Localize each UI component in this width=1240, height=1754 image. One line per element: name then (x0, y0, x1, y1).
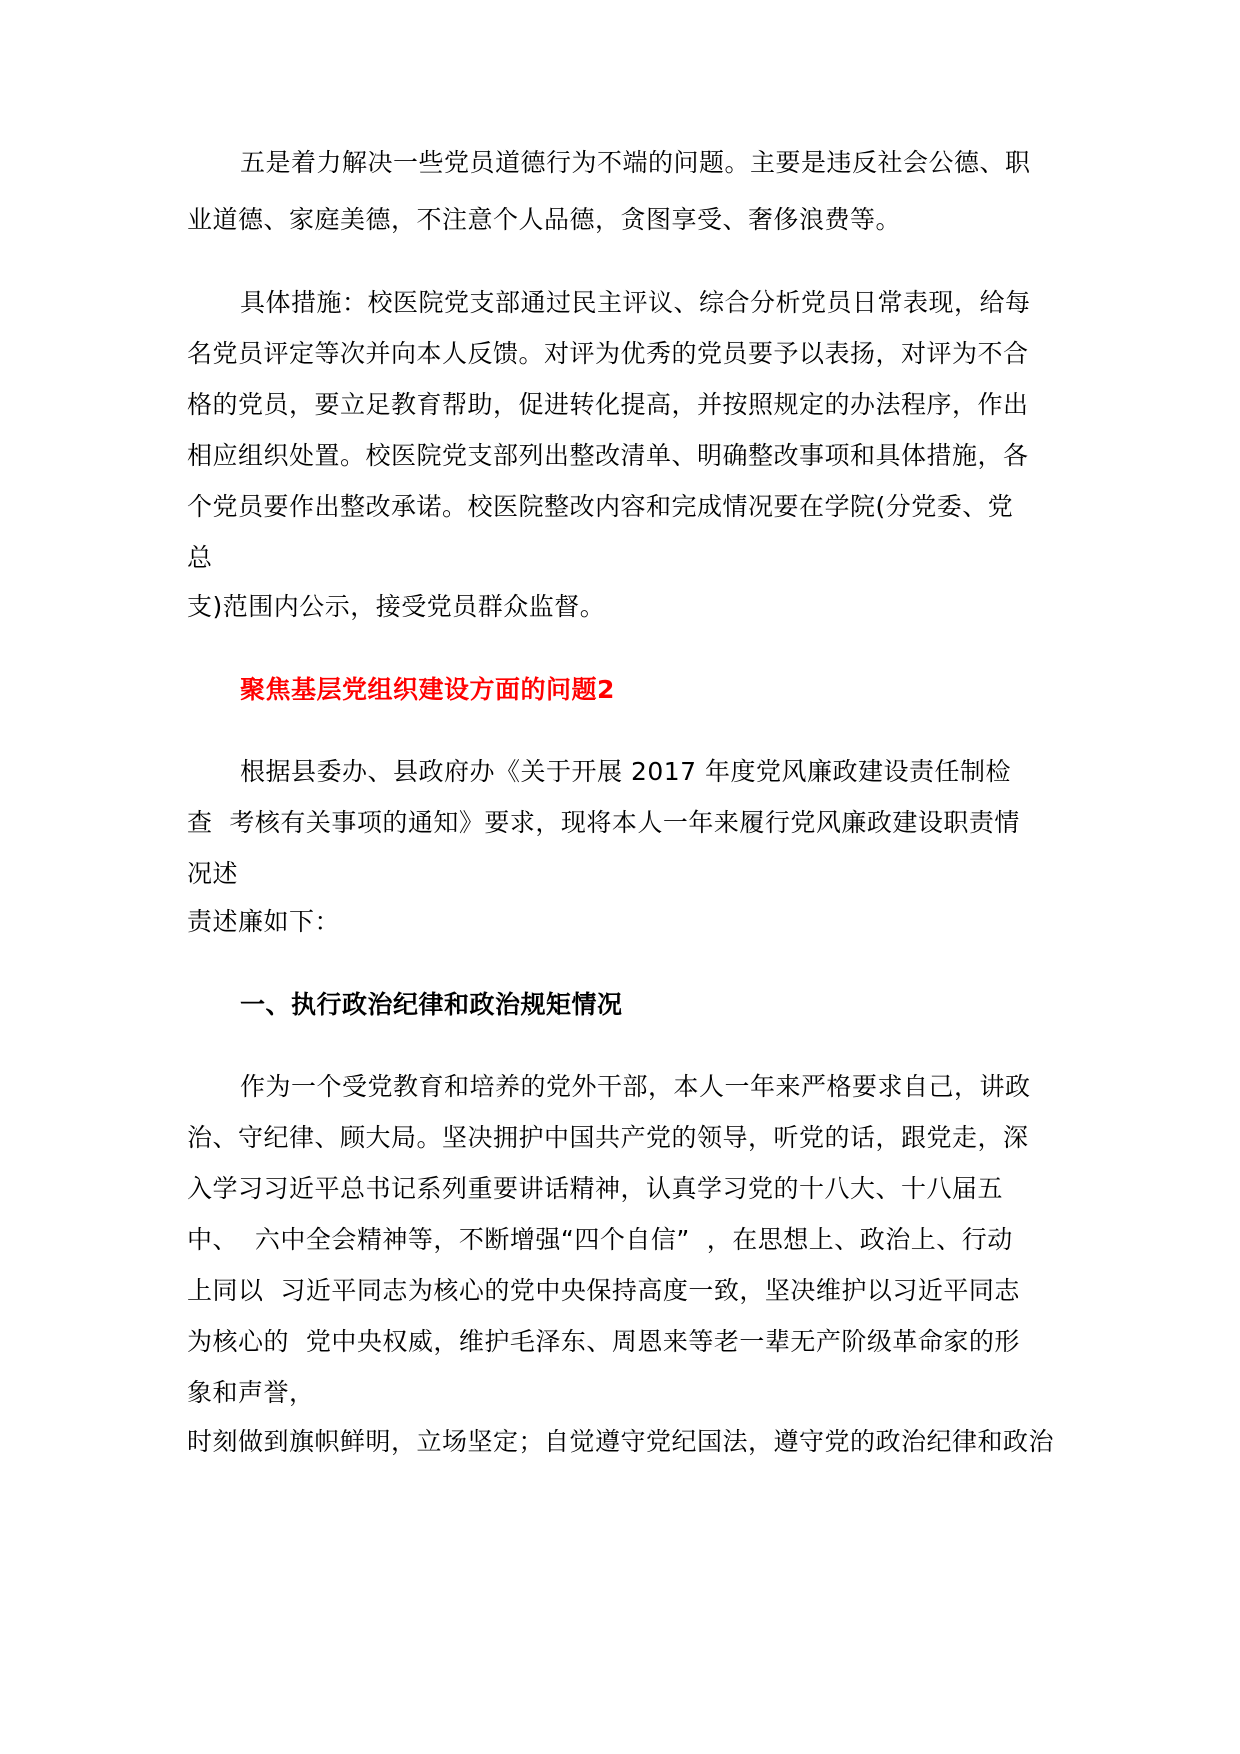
paragraph-3-line-1: 根据县委办、县政府办《关于开展 2017 年度党风廉政建设责任制检 (240, 757, 1012, 786)
paragraph-4-line-3: 入学习习近平总书记系列重要讲话精神，认真学习党的十八大、十八届五 (187, 1174, 1004, 1203)
paragraph-2-line-7: 支)范围内公示，接受党员群众监督。 (187, 592, 606, 621)
section-heading: 一、执行政治纪律和政治规矩情况 (240, 990, 623, 1019)
paragraph-4-line-6: 为核心的 党中央权威，维护毛泽东、周恩来等老一辈无产阶级革命家的形 (187, 1327, 1020, 1356)
paragraph-4-line-2: 治、守纪律、顾大局。坚决拥护中国共产党的领导，听党的话，跟党走，深 (187, 1123, 1029, 1152)
paragraph-1-line-2: 业道德、家庭美德，不注意个人品德，贪图享受、奢侈浪费等。 (187, 205, 902, 234)
paragraph-4-line-4: 中、 六中全会精神等，不断增强“四个自信” ，在思想上、政治上、行动 (187, 1225, 1013, 1254)
paragraph-1-line-1: 五是着力解决一些党员道德行为不端的问题。主要是违反社会公德、职 (240, 148, 1031, 177)
paragraph-2-line-2: 名党员评定等次并向本人反馈。对评为优秀的党员要予以表扬，对评为不合 (187, 339, 1029, 368)
paragraph-2-line-1: 具体措施：校医院党支部通过民主评议、综合分析党员日常表现，给每 (240, 288, 1031, 317)
red-section-heading: 聚焦基层党组织建设方面的问题2 (240, 675, 615, 704)
paragraph-4-line-7: 象和声誉， (187, 1378, 315, 1407)
paragraph-2-line-6: 总 (187, 543, 213, 572)
paragraph-3-line-2: 查 考核有关事项的通知》要求，现将本人一年来履行党风廉政建设职责情 (187, 808, 1020, 837)
paragraph-4-line-5: 上同以 习近平同志为核心的党中央保持高度一致，坚决维护以习近平同志 (187, 1276, 1020, 1305)
paragraph-4-line-8: 时刻做到旗帜鲜明，立场坚定；自觉遵守党纪国法，遵守党的政治纪律和政治 (187, 1427, 1055, 1456)
paragraph-4-line-1: 作为一个受党教育和培养的党外干部，本人一年来严格要求自己，讲政 (240, 1072, 1031, 1101)
paragraph-2-line-5: 个党员要作出整改承诺。校医院整改内容和完成情况要在学院(分党委、党 (187, 492, 1014, 521)
paragraph-2-line-3: 格的党员，要立足教育帮助，促进转化提高，并按照规定的办法程序，作出 (187, 390, 1029, 419)
paragraph-3-line-3: 况述 (187, 859, 239, 888)
paragraph-3-line-4: 责述廉如下： (187, 907, 341, 936)
paragraph-2-line-4: 相应组织处置。校医院党支部列出整改清单、明确整改事项和具体措施，各 (187, 441, 1029, 470)
